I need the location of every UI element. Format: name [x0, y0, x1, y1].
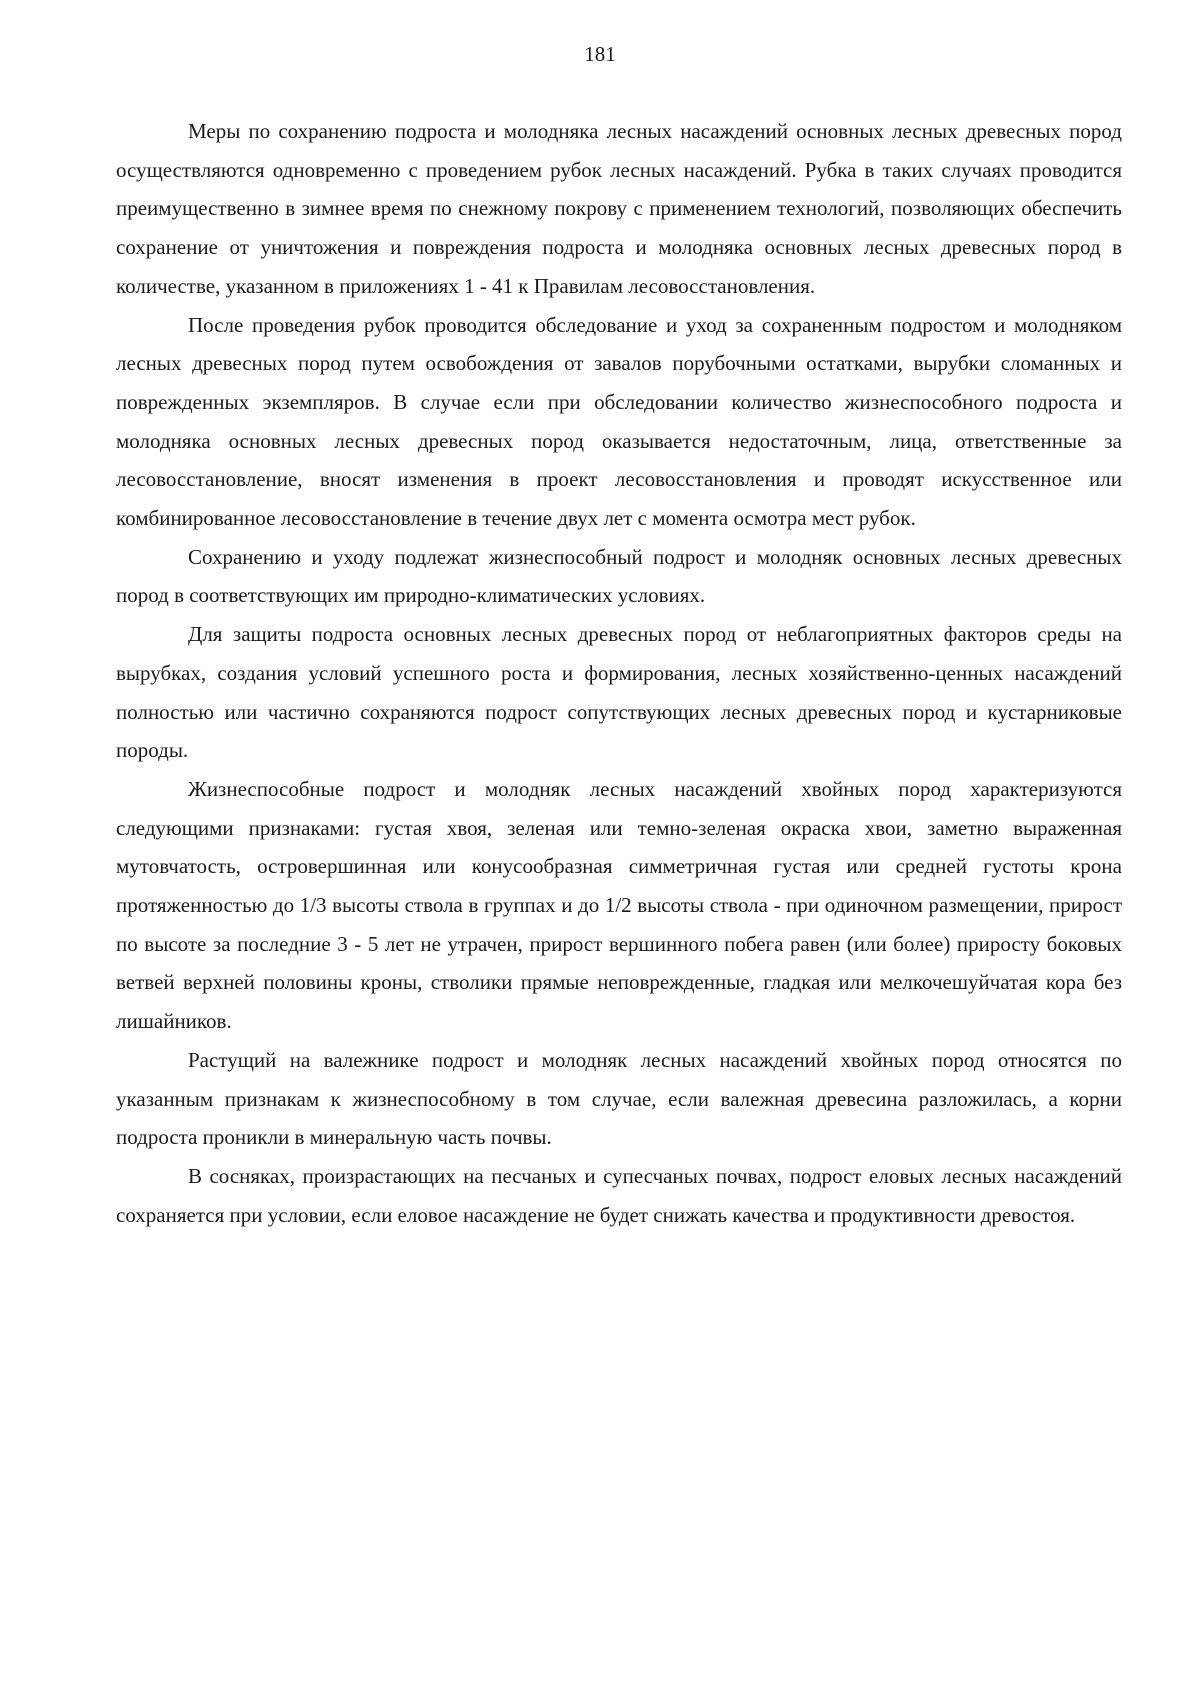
document-body: [116, 112, 1122, 1234]
paragraph-6: Растущий на валежнике подрост и молодняк лесных насаждений хвойных пород относятся по указанным признакам к жизнеспособному в том случае, если валежная древесина разложилась, а корни подроста проникли в минеральную часть почвы.: [116, 1047, 1122, 1150]
paragraph-2: После проведения рубок проводится обследование и уход за сохраненным подростом и молодняком лесных древесных пород путем освобождения от завалов порубочными остатками, вырубки сломанных и поврежденных экземпляров. В случае если при обследовании количество жизнеспособного подроста и молодняка основных лесных древесных пород оказывается недостаточным, лица, ответственные за лесовосстановление, вносят изменения в проект лесовосстановления и проводят искусственное или комбинированное лесовосстановление в течение двух лет с момента осмотра мест рубок.: [116, 312, 1122, 531]
paragraph-3: Сохранению и уходу подлежат жизнеспособный подрост и молодняк основных лесных древесных пород в соответствующих им природно-климатических условиях.: [116, 544, 1122, 608]
paragraph-4: Для защиты подроста основных лесных древесных пород от неблагоприятных факторов среды на вырубках, создания условий успешного роста и формирования, лесных хозяйственно-ценных насаждений полностью или частично сохраняются подрост сопутствующих лесных древесных пород и кустарниковые породы.: [116, 622, 1122, 763]
paragraph-1: Меры по сохранению подроста и молодняка лесных насаждений основных лесных древесных пород осуществляются одновременно с проведением рубок лесных насаждений. Рубка в таких случаях проводится преимущественно в зимнее время по снежному покрову с применением технологий, позволяющих обеспечить сохранение от уничтожения и повреждения подроста и молодняка основных лесных древесных пород в количестве, указанном в приложениях 1 - 41 к Правилам лесовосстановления.: [116, 119, 1122, 298]
paragraph-7: В сосняках, произрастающих на песчаных и супесчаных почвах, подрост еловых лесных насаждений сохраняется при условии, если еловое насаждение не будет снижать качества и продуктивности древостоя.: [116, 1163, 1122, 1227]
paragraph-5: Жизнеспособные подрост и молодняк лесных насаждений хвойных пород характеризуются следующими признаками: густая хвоя, зеленая или темно-зеленая окраска хвои, заметно выраженная мутовчатость, островершинная или конусообразная симметричная густая или средней густоты крона протяженностью до 1/3 высоты ствола в группах и до 1/2 высоты ствола - при одиночном размещении, прирост по высоте за последние 3 - 5 лет не утрачен, прирост вершинного побега равен (или более) приросту боковых ветвей верхней половины кроны, стволики прямые неповрежденные, гладкая или мелкочешуйчатая кора без лишайников.: [116, 776, 1122, 1034]
page-number: 181: [584, 42, 616, 66]
